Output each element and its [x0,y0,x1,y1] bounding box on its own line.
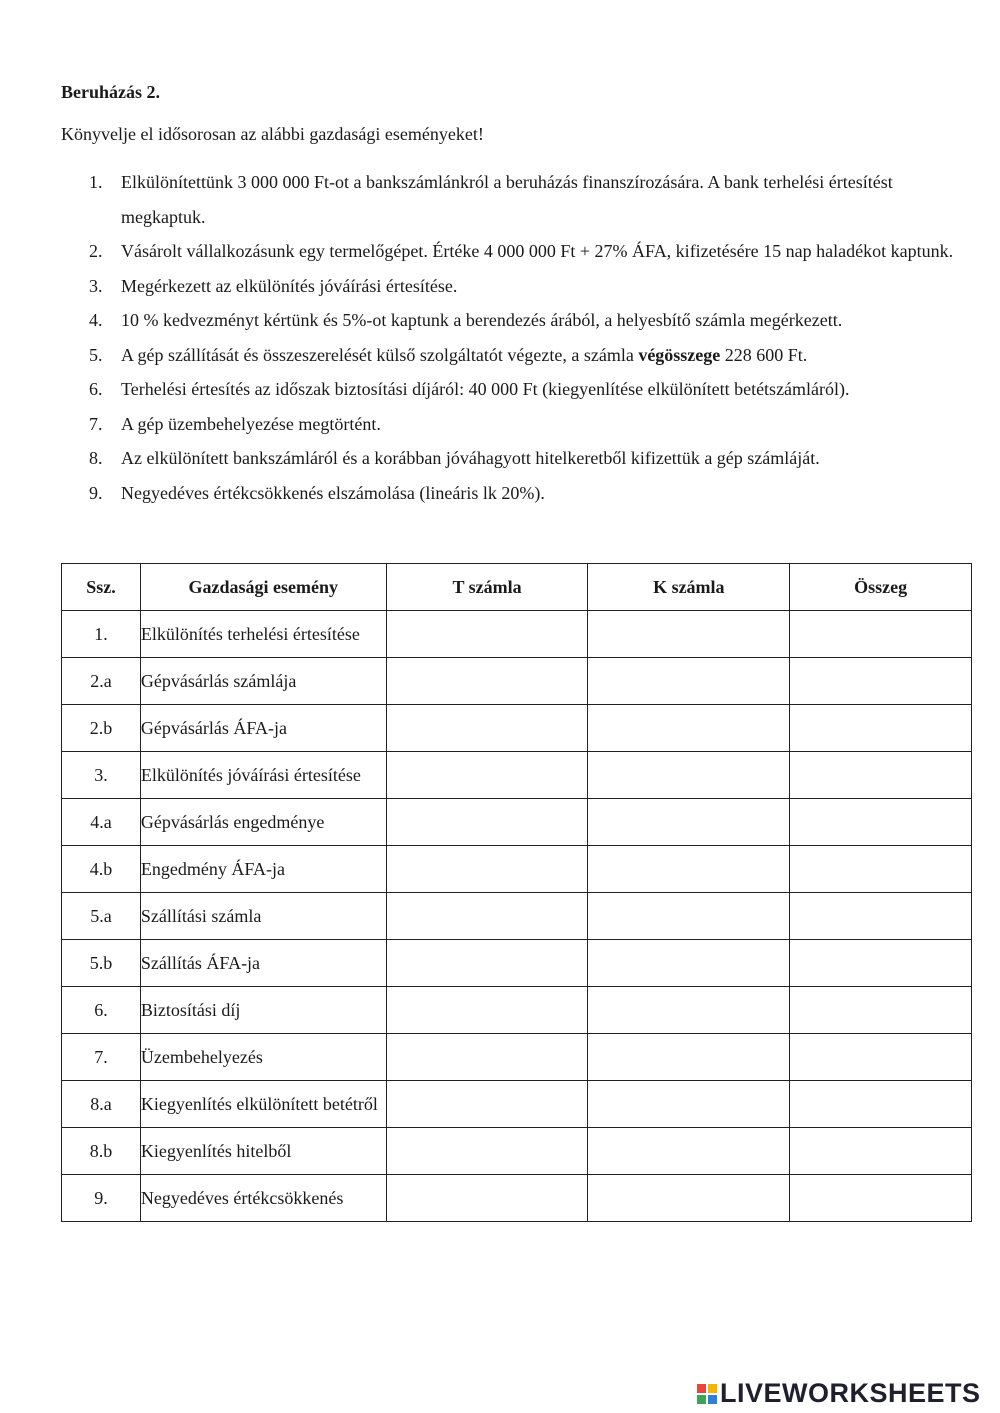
header-num: Ssz. [62,564,141,611]
table-row [62,1034,972,1081]
debit-cell[interactable] [386,940,588,987]
debit-cell[interactable] [386,799,588,846]
row-num: 6. [62,987,141,1034]
amount-cell[interactable] [790,846,972,893]
debit-cell[interactable] [386,1034,588,1081]
list-item: 5. A gép szállítását és összeszerelését külső szolgáltatót végezte, a számla végösszege 228 600 Ft. [89,344,808,365]
row-event: Negyedéves értékcsökkenés [140,1175,386,1222]
debit-cell[interactable] [386,846,588,893]
row-num: 3. [62,752,141,799]
row-num: 9. [62,1175,141,1222]
header-amount: Összeg [790,564,972,611]
logo-block [697,1395,706,1404]
debit-cell[interactable] [386,1128,588,1175]
logo-block [697,1384,706,1393]
credit-cell[interactable] [588,705,790,752]
credit-cell[interactable] [588,846,790,893]
table-row [62,987,972,1034]
amount-cell[interactable] [790,658,972,705]
row-num: 7. [62,1034,141,1081]
debit-cell[interactable] [386,1175,588,1222]
credit-cell[interactable] [588,940,790,987]
logo-text: LIVEWORKSHEETS [720,1378,981,1408]
list-item: 8. Az elkülönített bankszámláról és a korábban jóváhagyott hitelkeretből kifizettük a gép számláját. [89,448,820,468]
table-row [62,799,972,846]
list-item: 7. A gép üzembehelyezése megtörtént. [89,413,381,434]
table-row [62,1081,972,1128]
credit-cell[interactable] [588,799,790,846]
ledger-table [61,563,972,1222]
debit-cell[interactable] [386,752,588,799]
table-row [62,846,972,893]
logo-blocks-icon [697,1384,717,1404]
amount-cell[interactable] [790,705,972,752]
row-event: Elkülönítés jóváírási értesítése [140,752,386,799]
row-event: Kiegyenlítés elkülönített betétről [140,1081,386,1128]
debit-cell[interactable] [386,1081,588,1128]
table-row [62,940,972,987]
credit-cell[interactable] [588,1175,790,1222]
amount-cell[interactable] [790,1081,972,1128]
table-row [62,1128,972,1175]
instructions: Könyvelje el idősorosan az alábbi gazdasági eseményeket! [61,124,484,144]
row-num: 8.a [62,1081,141,1128]
row-event: Kiegyenlítés hitelből [140,1128,386,1175]
table-row [62,658,972,705]
table-row [62,1175,972,1222]
row-event: Szállítási számla [140,893,386,940]
list-item: 6. Terhelési értesítés az időszak biztosítási díjáról: 40 000 Ft (kiegyenlítése elkülönített betétszámláról). [89,379,850,399]
list-item: 1. Elkülönítettünk 3 000 000 Ft-ot a bankszámlánkról a beruházás finanszírozására. A bank terhelési értesítést megkaptuk. [89,172,893,227]
credit-cell[interactable] [588,987,790,1034]
debit-cell[interactable] [386,893,588,940]
amount-cell[interactable] [790,1034,972,1081]
amount-cell[interactable] [790,799,972,846]
table-header-row [62,564,972,611]
table-row [62,893,972,940]
row-num: 4.b [62,846,141,893]
amount-cell[interactable] [790,752,972,799]
row-event: Üzembehelyezés [140,1034,386,1081]
amount-cell[interactable] [790,940,972,987]
debit-cell[interactable] [386,987,588,1034]
row-num: 2.a [62,658,141,705]
row-num: 2.b [62,705,141,752]
row-event: Szállítás ÁFA-ja [140,940,386,987]
amount-cell[interactable] [790,893,972,940]
credit-cell[interactable] [588,1128,790,1175]
credit-cell[interactable] [588,658,790,705]
amount-cell[interactable] [790,1175,972,1222]
credit-cell[interactable] [588,893,790,940]
row-num: 5.b [62,940,141,987]
row-num: 8.b [62,1128,141,1175]
credit-cell[interactable] [588,752,790,799]
row-event: Gépvásárlás ÁFA-ja [140,705,386,752]
logo-block [708,1384,717,1393]
debit-cell[interactable] [386,705,588,752]
task-list [61,165,961,510]
debit-cell[interactable] [386,611,588,658]
list-item: 9. Negyedéves értékcsökkenés elszámolása (lineáris lk 20%). [89,482,545,503]
table-row [62,705,972,752]
header-event: Gazdasági esemény [140,564,386,611]
amount-cell[interactable] [790,611,972,658]
header-debit: T számla [386,564,588,611]
row-event: Gépvásárlás engedménye [140,799,386,846]
liveworksheets-logo [697,1378,981,1409]
list-item: 2. Vásárolt vállalkozásunk egy termelőgépet. Értéke 4 000 000 Ft + 27% ÁFA, kifizetésére 15 nap haladékot kaptunk. [89,241,954,261]
bold-term: végösszege [638,344,721,365]
logo-block [708,1395,717,1404]
credit-cell[interactable] [588,1081,790,1128]
page-title: Beruházás 2. [61,82,160,102]
row-num: 5.a [62,893,141,940]
row-event: Elkülönítés terhelési értesítése [140,611,386,658]
amount-cell[interactable] [790,1128,972,1175]
header-credit: K számla [588,564,790,611]
table-row [62,752,972,799]
table-row [62,611,972,658]
amount-cell[interactable] [790,987,972,1034]
list-item: 3. Megérkezett az elkülönítés jóváírási értesítése. [89,275,458,296]
row-event: Biztosítási díj [140,987,386,1034]
credit-cell[interactable] [588,1034,790,1081]
list-item: 4. 10 % kedvezményt kértünk és 5%-ot kaptunk a berendezés árából, a helyesbítő számla megérkezett. [89,310,843,330]
debit-cell[interactable] [386,658,588,705]
credit-cell[interactable] [588,611,790,658]
row-num: 1. [62,611,141,658]
row-event: Engedmény ÁFA-ja [140,846,386,893]
row-num: 4.a [62,799,141,846]
row-event: Gépvásárlás számlája [140,658,386,705]
